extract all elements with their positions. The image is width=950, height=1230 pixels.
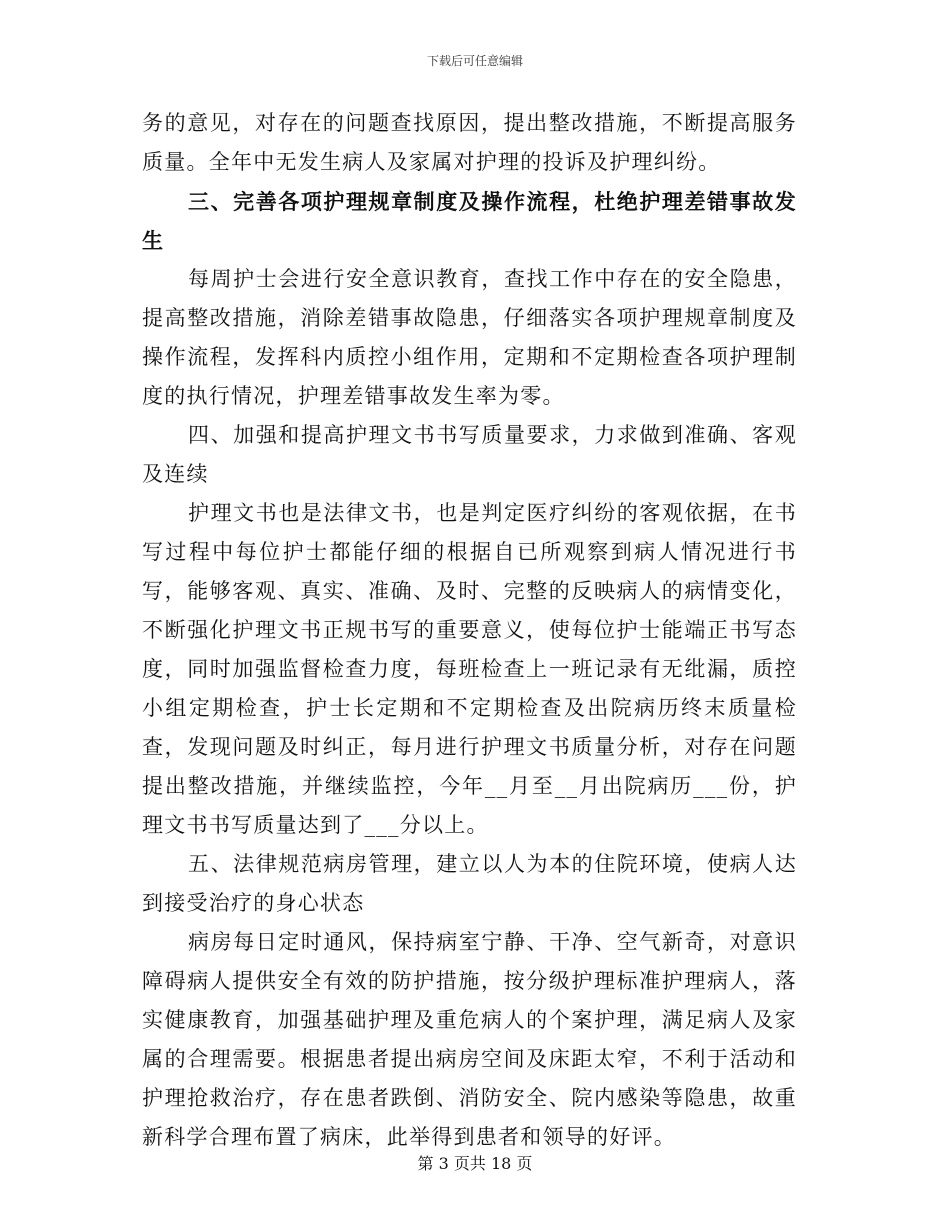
section-heading-3: 三、完善各项护理规章制度及操作流程，杜绝护理差错事故发生 xyxy=(142,189,797,253)
section-heading-5: 五、法律规范病房管理，建立以人为本的住院环境，使病人达到接受治疗的身心状态 xyxy=(142,852,797,915)
paragraph-continuation: 务的意见，对存在的问题查找原因，提出整改措施，不断提高服务质量。全年中无发生病人及家属对护理的投诉及护理纠纷。 xyxy=(142,111,797,174)
document-body xyxy=(142,104,797,1157)
paragraph-ward-management: 病房每日定时通风，保持病室宁静、干净、空气新奇，对意识障碍病人提供安全有效的防护措施，按分级护理标准护理病人，落实健康教育，加强基础护理及重危病人的个案护理，满足病人及家属的合理需要。根据患者提出病房空间及床距太窄，不利于活动和护理抢救治疗，存在患者跌倒、消防安全、院内感染等隐患，故重新科学合理布置了病床，此举得到患者和领导的好评。 xyxy=(142,930,797,1149)
paragraph-nursing-records: 护理文书也是法律文书，也是判定医疗纠纷的客观依据，在书写过程中每位护士都能仔细的根据自已所观察到病人情况进行书写，能够客观、真实、准确、及时、完整的反映病人的病情变化，不断强化护理文书正规书写的重要意义，使每位护士能端正书写态度，同时加强监督检查力度，每班检查上一班记录有无纰漏，质控小组定期检查，护士长定期和不定期检查及出院病历终末质量检查，发现问题及时纠正，每月进行护理文书质量分析，对存在问题提出整改措施，并继续监控，今年__月至__月出院病历___份，护理文书书写质量达到了___分以上。 xyxy=(142,501,797,837)
header-note: 下载后可任意编辑 xyxy=(426,54,523,68)
paragraph-safety: 每周护士会进行安全意识教育，查找工作中存在的安全隐患，提高整改措施，消除差错事故隐患，仔细落实各项护理规章制度及操作流程，发挥科内质控小组作用，定期和不定期检查各项护理制度的执行情况，护理差错事故发生率为零。 xyxy=(142,267,797,408)
page-number: 第 3 页共 18 页 xyxy=(417,1154,533,1173)
section-heading-4: 四、加强和提高护理文书书写质量要求，力求做到准确、客观及连续 xyxy=(142,423,797,486)
